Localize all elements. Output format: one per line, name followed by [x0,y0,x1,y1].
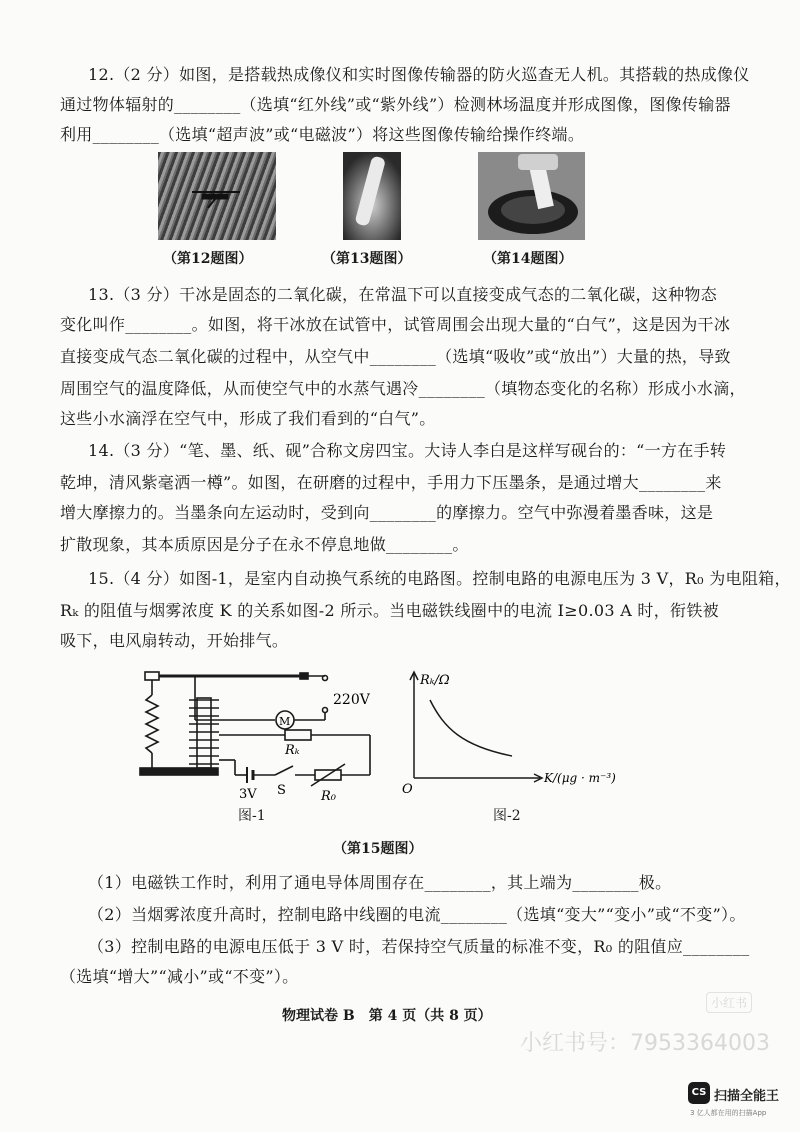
q12-line-3: 利用________（选填“超声波”或“电磁波”）将这些图像传输给操作终端。 [60,125,585,144]
camscanner-name: 扫描全能王 [714,1089,780,1104]
q12-line-2: 通过物体辐射的________（选填“红外线”或“紫外线”）检测林场温度并形成图像，图像传输器 [60,95,731,114]
caption-q15: （第15题图） [333,841,423,857]
motor-label: M [279,715,291,728]
q12-line-1: 12.（2 分）如图，是搭载热成像仪和实时图像传输器的防火巡查无人机。其搭载的热成像仪 [88,65,750,84]
fig2-label: 图-2 [493,808,521,824]
q15-sub-3a: （3）控制电路的电源电压低于 3 V 时，若保持空气质量的标准不变，R₀ 的阻值应________ [88,937,750,956]
caption-q12: （第12题图） [163,251,253,267]
r0-label: R₀ [321,789,336,804]
caption-q13: （第13题图） [322,251,412,267]
q15-sub-3b: （选填“增大”“减小”或“不变”）。 [60,967,299,986]
x-axis-label: K/(μg · m⁻³) [544,771,616,785]
xiaohongshu-logo: 小红书 [706,992,752,1013]
q15-line-2: Rₖ 的阻值与烟雾浓度 K 的关系如图-2 所示。当电磁铁线圈中的电流 I≥0.03 A 时，衔铁被 [60,601,719,620]
q13-line-3: 直接变成气态二氧化碳的过程中，从空气中________（选填“吸收”或“放出”）大量的热，导致 [60,347,731,366]
q14-line-3: 增大摩擦力的。当墨条向左运动时，受到向________的摩擦力。空气中弥漫着墨香味，这是 [60,503,714,522]
q15-sub-2: （2）当烟雾浓度升高时，控制电路中线圈的电流________（选填“变大”“变小”或“不变”）。 [88,905,746,924]
voltage-3-label: 3V [239,787,257,802]
origin-label: O [402,782,413,797]
q13-line-4: 周围空气的温度降低，从而使空气中的水蒸气遇冷________（填物态变化的名称）形成小水滴， [60,379,746,398]
q14-line-2: 乾坤，清风紫毫洒一樽”。如图，在研磨的过程中，手用力下压墨条，是通过增大________来 [60,473,722,492]
q15-line-3: 吸下，电风扇转动，开始排气。 [60,631,289,650]
dry-ice-photo [343,152,401,240]
inkstone-photo [478,152,585,240]
camscanner-tagline: 3 亿人都在用的扫描App [690,1109,767,1117]
rk-k-graph [400,668,635,798]
q13-line-2: 变化叫作________。如图，将干冰放在试管中，试管周围会出现大量的“白气”，这是因为干冰 [60,315,731,334]
q15-sub-1: （1）电磁铁工作时，利用了通电导体周围存在________，其上端为________极。 [88,873,672,892]
q14-line-4: 扩散现象，其本质原因是分子在永不停息地做________。 [60,535,469,554]
fig1-label: 图-1 [238,808,266,824]
switch-label: S [277,783,286,798]
drone-photo [158,152,276,240]
q15-line-1: 15.（4 分）如图-1，是室内自动换气系统的电路图。控制电路的电源电压为 3 V，R₀ 为电阻箱， [88,569,791,588]
rk-label: Rₖ [285,743,300,758]
y-axis-label: Rₖ/Ω [420,673,450,688]
q13-line-5: 这些小水滴浮在空气中，形成了我们看到的“白气”。 [60,409,436,428]
voltage-220-label: 220V [333,692,370,708]
q13-line-1: 13.（3 分）干冰是固态的二氧化碳，在常温下可以直接变成气态的二氧化碳，这种物态 [88,285,718,304]
xiaohongshu-id-watermark: 小红书号：7953364003 [520,1031,770,1056]
caption-q14: （第14题图） [483,251,573,267]
q14-line-1: 14.（3 分）“笔、墨、纸、砚”合称文房四宝。大诗人李白是这样写砚台的：“一方在手转 [88,441,727,460]
page-footer: 物理试卷 B 第 4 页（共 8 页） [282,1008,492,1024]
camscanner-logo-icon: CS [688,1082,710,1104]
